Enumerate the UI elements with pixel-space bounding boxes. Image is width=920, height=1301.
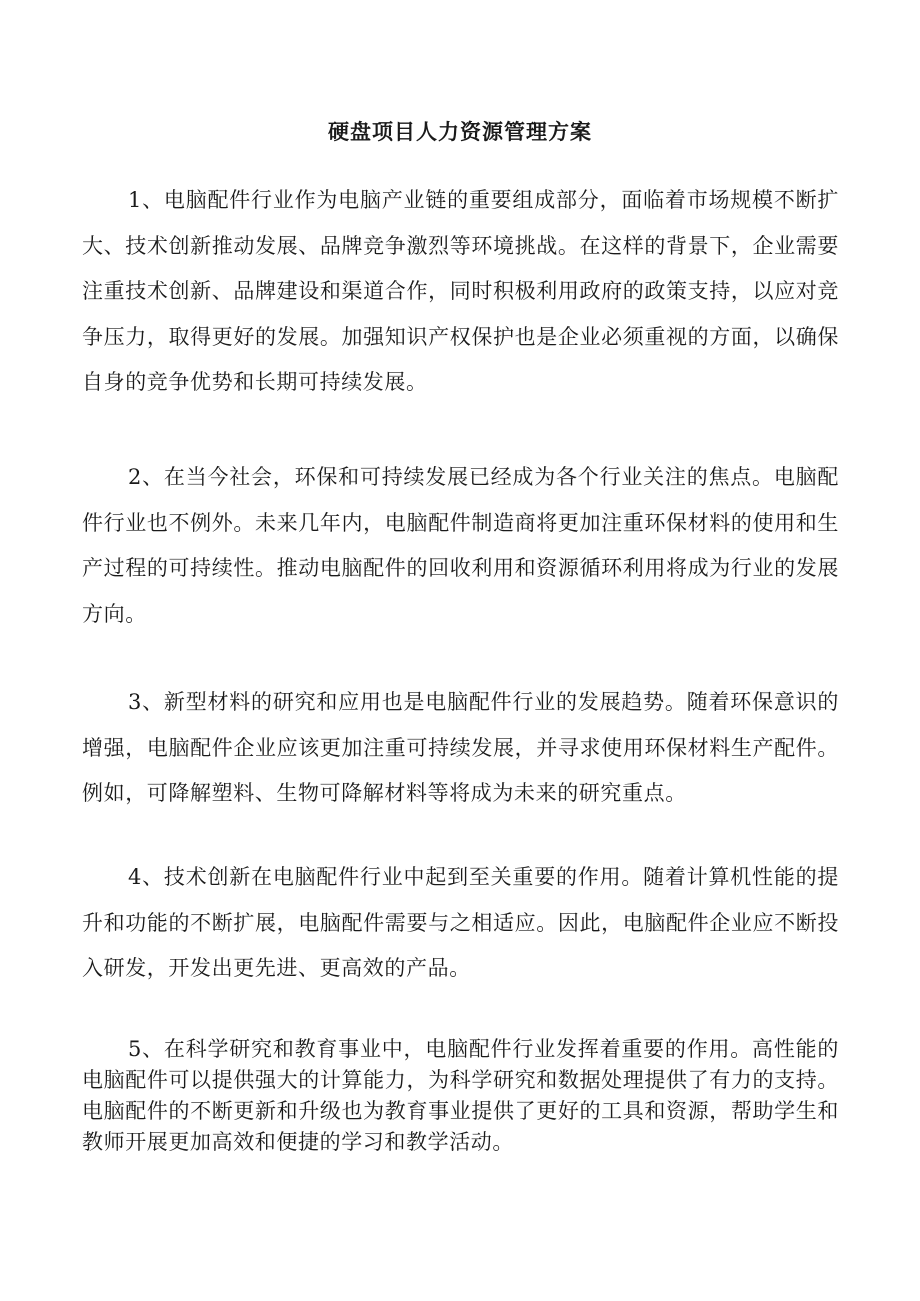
paragraph-3: 3、新型材料的研究和应用也是电脑配件行业的发展趋势。随着环保意识的增强，电脑配件企业应该更加注重可持续发展，并寻求使用环保材料生产配件。例如，可降解塑料、生物可降解材料等将成为未来的研究重点。 [82,690,839,805]
paragraph-2: 2、在当今社会，环保和可持续发展已经成为各个行业关注的焦点。电脑配件行业也不例外。未来几年内，电脑配件制造商将更加注重环保材料的使用和生产过程的可持续性。推动电脑配件的回收利用和资源循环利用将成为行业的发展方向。 [82,465,839,626]
document-title: 硬盘项目人力资源管理方案 [328,119,592,144]
paragraph-4: 4、技术创新在电脑配件行业中起到至关重要的作用。随着计算机性能的提升和功能的不断扩展，电脑配件需要与之相适应。因此，电脑配件企业应不断投入研发，开发出更先进、更高效的产品。 [82,865,839,980]
paragraph-1: 1、电脑配件行业作为电脑产业链的重要组成部分，面临着市场规模不断扩大、技术创新推动发展、品牌竞争激烈等环境挑战。在这样的背景下，企业需要注重技术创新、品牌建设和渠道合作，同时积极利用政府的政策支持，以应对竞争压力，取得更好的发展。加强知识产权保护也是企业必须重视的方面，以确保自身的竞争优势和长期可持续发展。 [82,188,839,394]
paragraph-5: 5、在科学研究和教育事业中，电脑配件行业发挥着重要的作用。高性能的电脑配件可以提供强大的计算能力，为科学研究和数据处理提供了有力的支持。电脑配件的不断更新和升级也为教育事业提供了更好的工具和资源，帮助学生和教师开展更加高效和便捷的学习和教学活动。 [82,1037,839,1154]
